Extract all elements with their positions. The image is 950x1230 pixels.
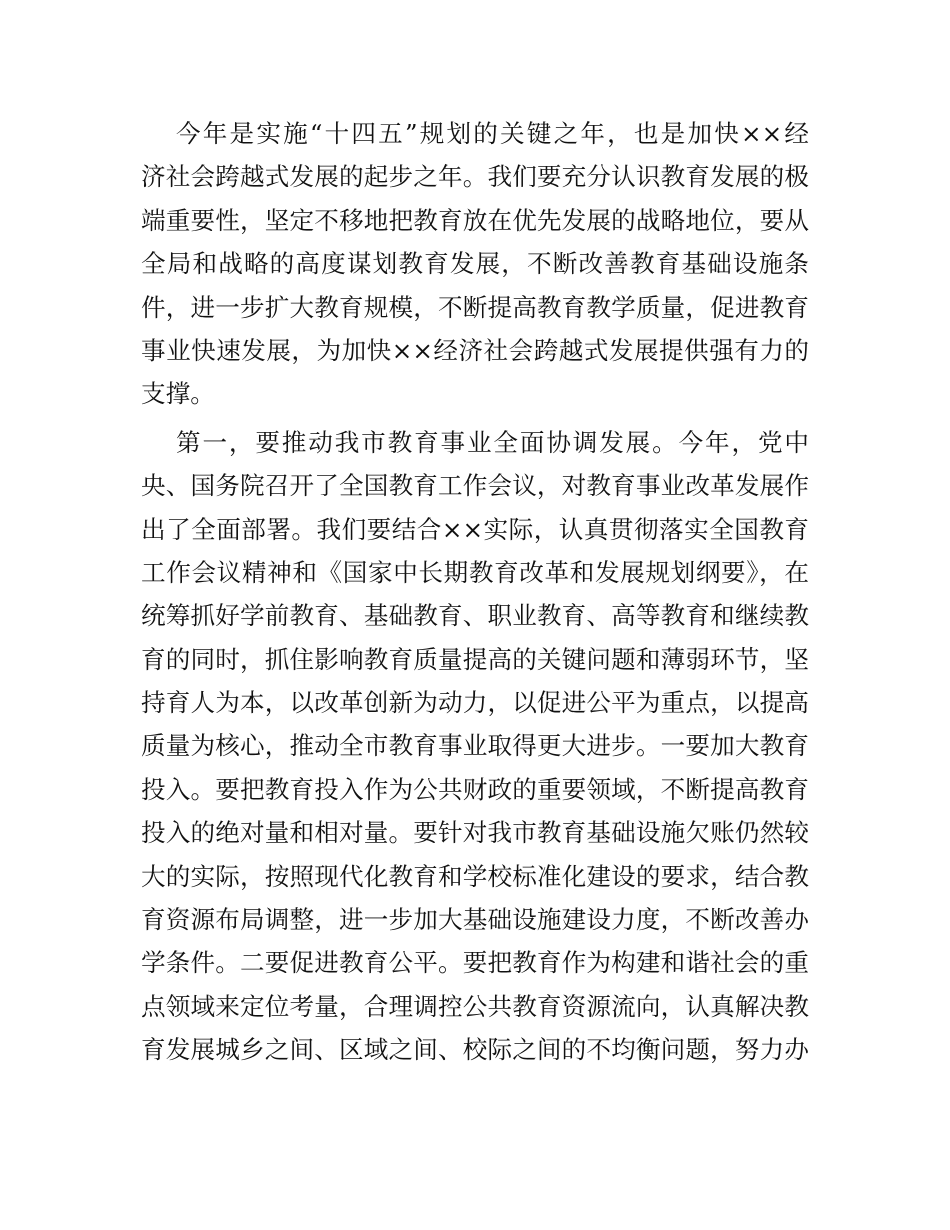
paragraph-2 xyxy=(141,421,809,1072)
text-line: 事业快速发展，为加快××经济社会跨越式发展提供强有力的 xyxy=(141,335,809,365)
text-line: 全局和战略的高度谋划教育发展，不断改善教育基础设施条 xyxy=(141,249,809,279)
text-line: 今年是实施“十四五”规划的关键之年，也是加快××经 xyxy=(176,119,809,148)
text-line: 出了全面部署。我们要结合××实际，认真贯彻落实全国教育 xyxy=(141,514,809,544)
text-line: 央、国务院召开了全国教育工作会议，对教育事业改革发展作 xyxy=(141,471,809,501)
text-line: 点领域来定位考量，合理调控公共教育资源流向，认真解决教 xyxy=(141,991,809,1021)
text-line: 育的同时，抓住影响教育质量提高的关键问题和薄弱环节，坚 xyxy=(141,644,809,674)
text-line: 工作会议精神和《国家中长期教育改革和发展规划纲要》，在 xyxy=(141,557,809,587)
text-line: 育发展城乡之间、区域之间、校际之间的不均衡问题，努力办 xyxy=(141,1035,809,1065)
text-line: 育资源布局调整，进一步加大基础设施建设力度，不断改善办 xyxy=(141,905,809,935)
text-line: 支撑。 xyxy=(141,379,215,409)
document-body xyxy=(141,112,809,1077)
text-line: 件，进一步扩大教育规模，不断提高教育教学质量，促进教育 xyxy=(141,292,809,322)
paragraph-1 xyxy=(141,112,809,416)
text-line: 第一，要推动我市教育事业全面协调发展。今年，党中 xyxy=(176,427,809,457)
text-line: 持育人为本，以改革创新为动力，以促进公平为重点，以提高 xyxy=(141,688,809,718)
text-line: 质量为核心，推动全市教育事业取得更大进步。一要加大教育 xyxy=(141,731,809,761)
text-line: 投入。要把教育投入作为公共财政的重要领域，不断提高教育 xyxy=(141,774,809,804)
text-line: 投入的绝对量和相对量。要针对我市教育基础设施欠账仍然较 xyxy=(141,818,809,848)
text-line: 端重要性，坚定不移地把教育放在优先发展的战略地位，要从 xyxy=(141,205,809,235)
text-line: 大的实际，按照现代化教育和学校标准化建设的要求，结合教 xyxy=(141,861,809,891)
text-line: 统筹抓好学前教育、基础教育、职业教育、高等教育和继续教 xyxy=(141,601,809,631)
text-line: 学条件。二要促进教育公平。要把教育作为构建和谐社会的重 xyxy=(141,948,809,978)
text-line: 济社会跨越式发展的起步之年。我们要充分认识教育发展的极 xyxy=(141,162,809,192)
